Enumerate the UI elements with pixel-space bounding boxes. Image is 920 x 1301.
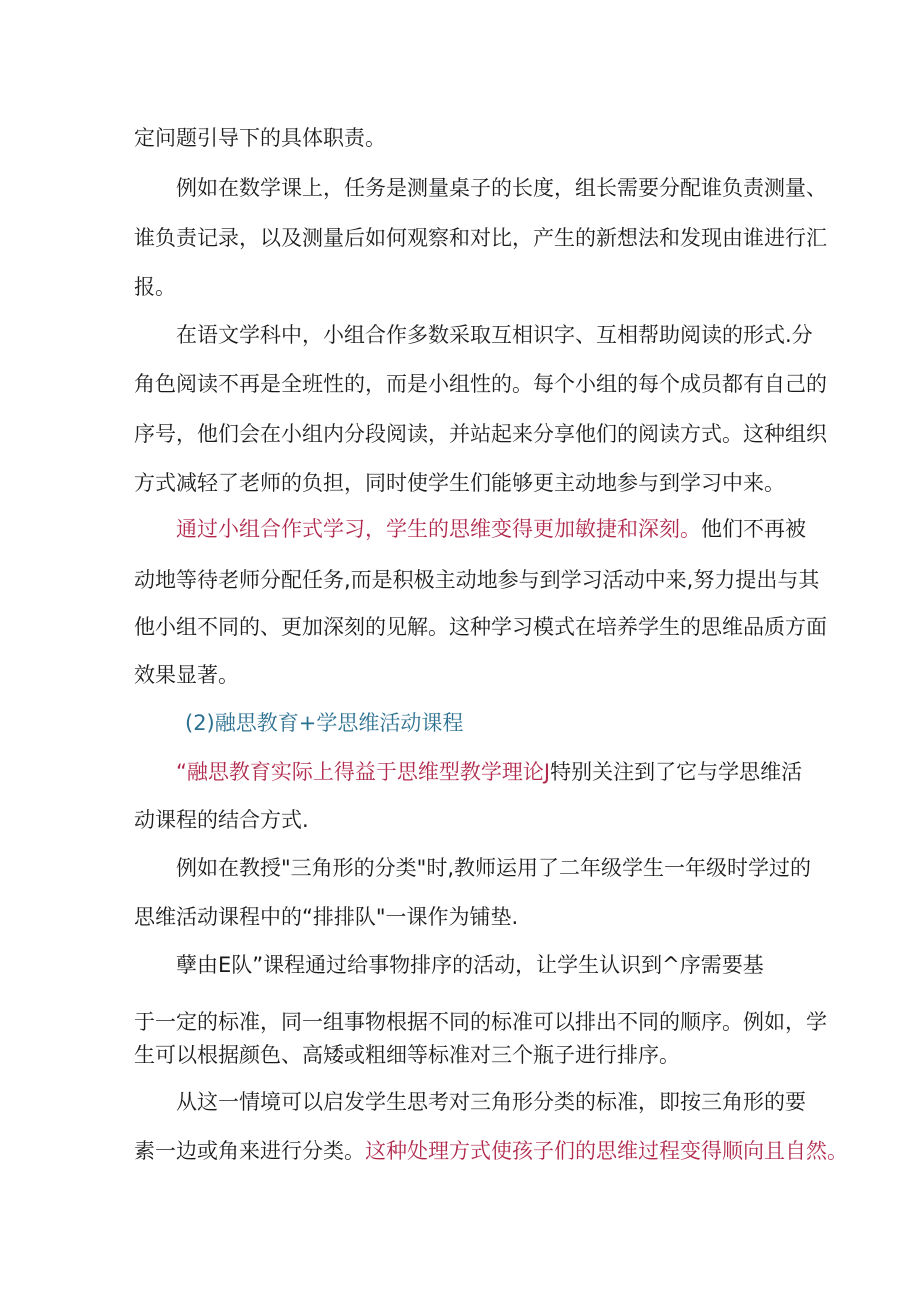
section-heading: (2)融思教育+学思维活动课程 bbox=[185, 711, 464, 735]
paragraph-line: 效果显著。 bbox=[134, 663, 239, 687]
sentence-text: 他们不再被 bbox=[701, 517, 806, 541]
paragraph-line: 例如在教授"三角形的分类"时,教师运用了二年级学生一年级时学过的 bbox=[176, 856, 811, 880]
paragraph-line bbox=[176, 758, 802, 786]
paragraph-line bbox=[134, 1137, 848, 1165]
sentence-text: 素一边或角来进行分类。 bbox=[134, 1139, 365, 1163]
paragraph-line: 谁负责记录，以及测量后如何观察和对比，产生的新想法和发现由谁进行汇 bbox=[134, 226, 827, 250]
highlighted-sentence: 这种处理方式使孩子们的思维过程变得顺向且自然。 bbox=[365, 1139, 848, 1163]
highlighted-sentence: “融思教育实际上得益于思维型教学理论J bbox=[176, 760, 551, 784]
paragraph-line: 动课程的结合方式. bbox=[134, 808, 309, 832]
paragraph-line bbox=[176, 515, 806, 543]
paragraph-line: 例如在数学课上，任务是测量桌子的长度，组长需要分配谁负责测量、 bbox=[176, 176, 827, 200]
paragraph-line: 角色阅读不再是全班性的，而是小组性的。每个小组的每个成员都有自己的 bbox=[134, 372, 827, 396]
paragraph-line: 定问题引导下的具体职责。 bbox=[134, 126, 386, 150]
highlighted-sentence: 通过小组合作式学习，学生的思维变得更加敏捷和深刻。 bbox=[176, 517, 701, 541]
paragraph-line: 孽由E队”课程通过给事物排序的活动，让学生认识到^序需要基 bbox=[176, 953, 764, 977]
paragraph-line: 在语文学科中，小组合作多数采取互相识字、互相帮助阅读的形式.分 bbox=[176, 323, 813, 347]
paragraph-line: 方式减轻了老师的负担，同时使学生们能够更主动地参与到学习中来。 bbox=[134, 471, 785, 495]
paragraph-line: 序号，他们会在小组内分段阅读，并站起来分享他们的阅读方式。这种组织 bbox=[134, 422, 827, 446]
paragraph-line: 从这一情境可以启发学生思考对三角形分类的标准，即按三角形的要 bbox=[176, 1090, 806, 1114]
paragraph-line: 他小组不同的、更加深刻的见解。这种学习模式在培养学生的思维品质方面 bbox=[134, 615, 827, 639]
paragraph-line: 生可以根据颜色、高矮或粗细等标准对三个瓶子进行排序。 bbox=[134, 1043, 680, 1067]
paragraph-line: 动地等待老师分配任务,而是积极主动地参与到学习活动中来,努力提出与其 bbox=[134, 568, 820, 592]
paragraph-line: 报。 bbox=[134, 275, 176, 299]
paragraph-line: 于一定的标准，同一组事物根据不同的标准可以排出不同的顺序。例如，学 bbox=[134, 1010, 827, 1034]
sentence-text: 特别关注到了它与学思维活 bbox=[550, 760, 803, 784]
paragraph-line: 思维活动课程中的“排排队"一课作为铺垫. bbox=[134, 905, 519, 929]
